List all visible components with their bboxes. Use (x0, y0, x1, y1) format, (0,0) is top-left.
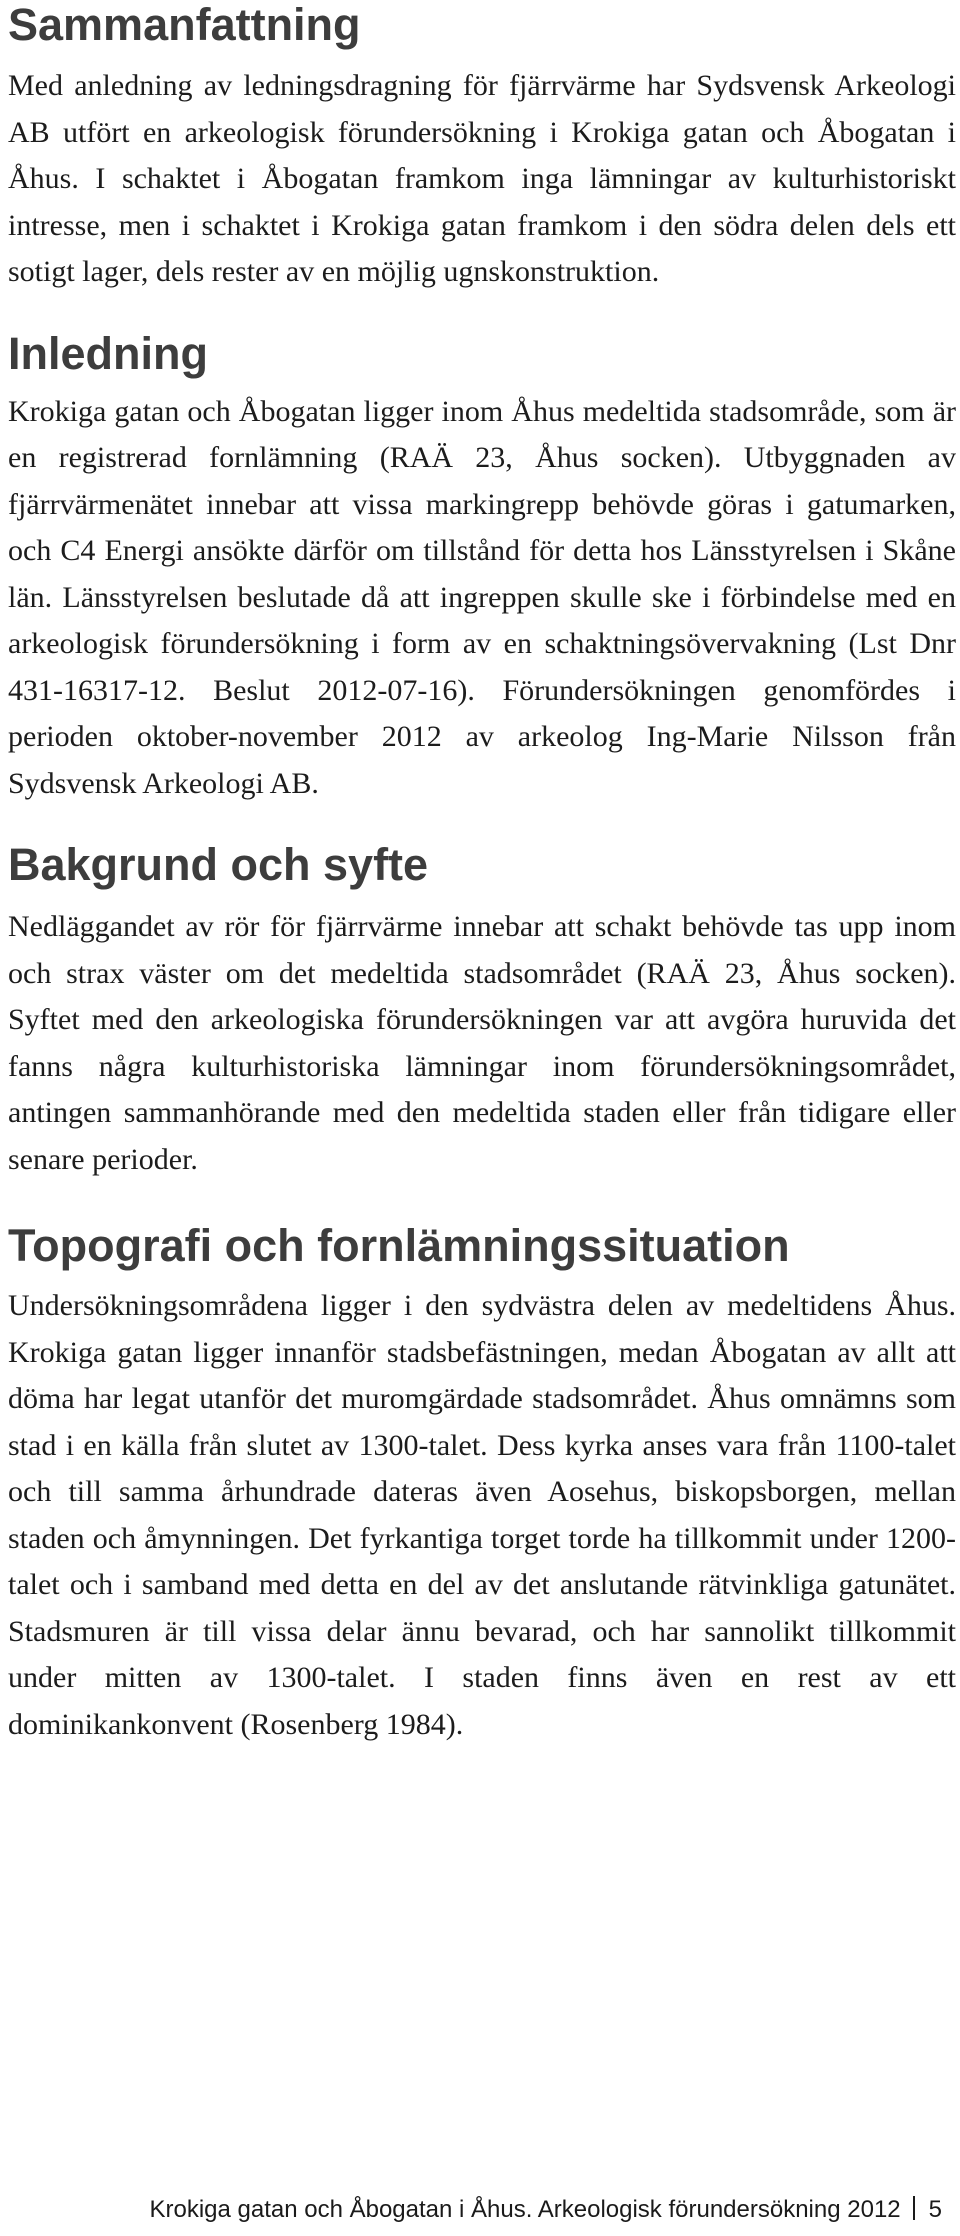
section-heading: Bakgrund och syfte (8, 839, 429, 890)
footer-running-title: Krokiga gatan och Åbogatan i Åhus. Arkeologisk förundersökning 2012 (149, 2196, 901, 2223)
page-footer (0, 2196, 942, 2224)
section-body: Undersökningsområdena ligger i den sydvästra delen av medeltidens Åhus. Krokiga gatan ligger innanför stadsbefästningen, medan Åbogatan av allt att döma har legat utanför det muromgärdade stadsområdet. Åhus omnämns som stad i en källa från slutet av 1300-talet. Dess kyrka anses vara från 1100-talet och till samma århundrade dateras även Aosehus, biskopsborgen, mellan staden och åmynningen. Det fyrkantiga torget torde ha tillkommit under 1200-talet och i samband med detta en del av det anslutande rätvinkliga gatunätet. Stadsmuren är till vissa delar ännu bevarad, och har sannolikt tillkommit under mitten av 1300-talet. I staden finns även en rest av ett dominikankonvent (Rosenberg 1984). (8, 1289, 956, 1741)
section-heading: Sammanfattning (8, 0, 361, 50)
section-topography (8, 1221, 956, 1748)
section-summary (8, 0, 956, 296)
section-body: Nedläggandet av rör för fjärrvärme innebar att schakt behövde tas upp inom och strax väster om det medeltida stadsområdet (RAÄ 23, Åhus socken). Syftet med den arkeologiska förundersökningen var att avgöra huruvida det fanns några kulturhistoriska lämningar inom förundersökningsområdet, antingen sammanhörande med den medeltida staden eller från tidigare eller senare perioder. (8, 910, 956, 1176)
page-number: 5 (928, 2196, 942, 2223)
section-body: Med anledning av ledningsdragning för fjärrvärme har Sydsvensk Arkeologi AB utfört en arkeologisk förundersökning i Krokiga gatan och Åbogatan i Åhus. I schaktet i Åbogatan framkom inga lämningar av kulturhistoriskt intresse, men i schaktet i Krokiga gatan framkom i den södra delen dels ett sotigt lager, dels rester av en möjlig ugnskonstruktion. (8, 69, 956, 288)
document-page (8, 0, 956, 1748)
footer-divider (913, 2196, 915, 2220)
section-background-purpose (8, 840, 956, 1183)
section-heading: Inledning (8, 327, 208, 379)
section-body: Krokiga gatan och Åbogatan ligger inom Åhus medeltida stadsområde, som är en registrerad fornlämning (RAÄ 23, Åhus socken). Utbyggnaden av fjärrvärmenätet innebar att vissa markingrepp behövde göras i gatumarken, och C4 Energi ansökte därför om tillstånd för detta hos Länsstyrelsen i Skåne län. Länsstyrelsen beslutade då att ingreppen skulle ske i förbindelse med en arkeologisk förundersökning i form av en schaktningsövervakning (Lst Dnr 431-16317-12. Beslut 2012-07-16). Förundersökningen genomfördes i perioden oktober-november 2012 av arkeolog Ing-Marie Nilsson från Sydsvensk Arkeologi AB. (8, 394, 956, 800)
section-introduction (8, 329, 956, 808)
section-heading: Topografi och fornlämningssituation (8, 1220, 790, 1271)
